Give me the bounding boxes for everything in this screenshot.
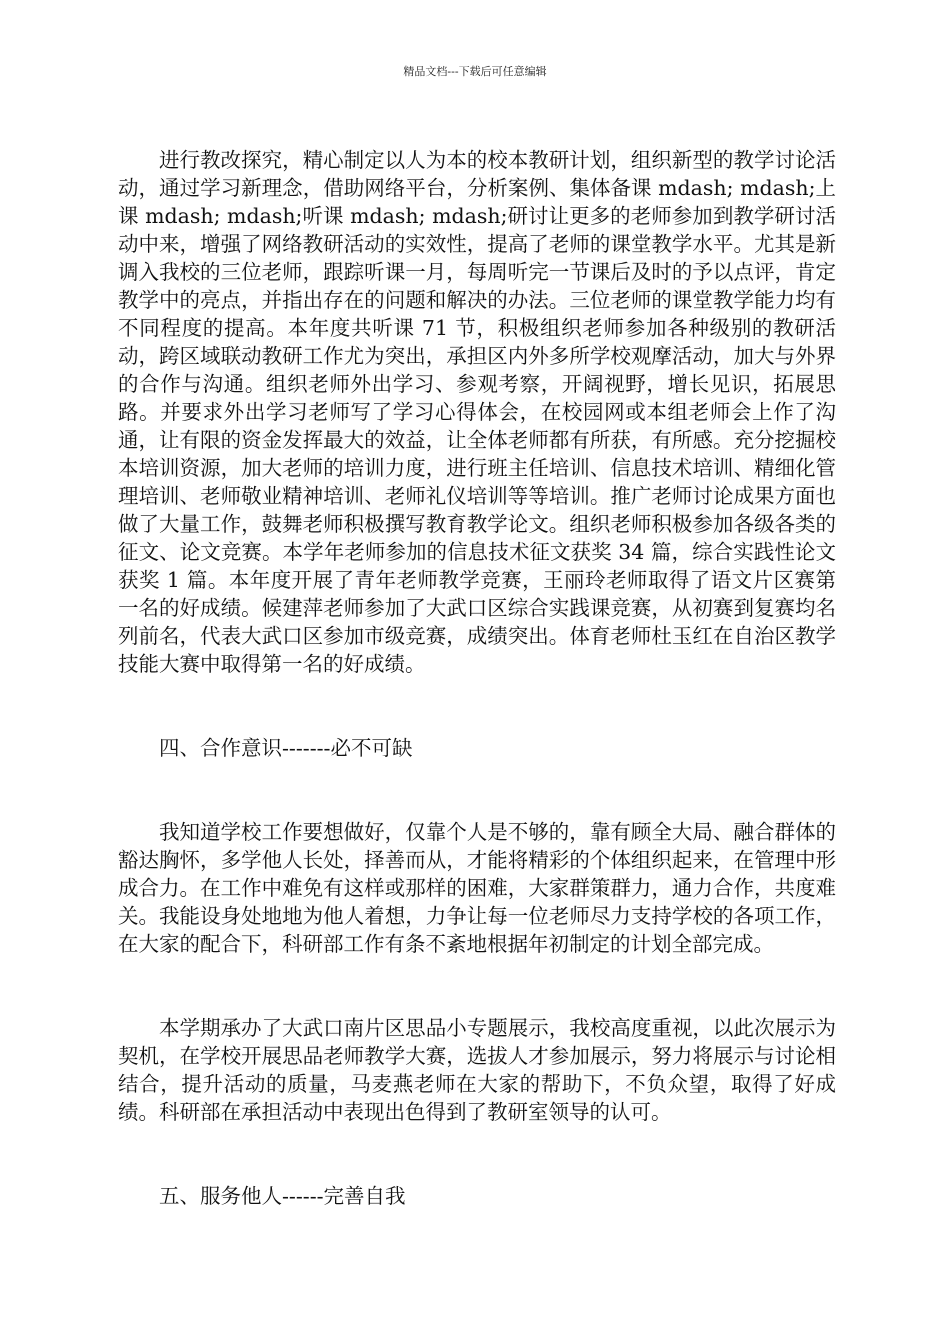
page-header: 精品文档---下载后可任意编辑 [403,65,547,78]
section-heading-cooperation: 四、合作意识-------必不可缺 [159,736,413,760]
document-body [118,146,836,1210]
paragraph-teaching-research: 进行教改探究，精心制定以人为本的校本教研计划，组织新型的教学讨论活动，通过学习新理念，借助网络平台，分析案例、集体备课 mdash; mdash;上课 mdash; mdash;听课 mdash; mdash;研讨让更多的老师参加到教学研讨活动中来，增强了网络教研活动的实效性，提高了老师的课堂教学水平。尤其是新调入我校的三位老师，跟踪听课一月，每周听完一节课后及时的予以点评，肯定教学中的亮点，并指出存在的问题和解决的办法。三位老师的课堂教学能力均有不同程度的提高。本年度共听课 71 节，积极组织老师参加各种级别的教研活动，跨区域联动教研工作尤为突出，承担区内外多所学校观摩活动，加大与外界的合作与沟通。组织老师外出学习、参观考察，开阔视野，增长见识，拓展思路。并要求外出学习老师写了学习心得体会，在校园网或本组老师会上作了沟通，让有限的资金发挥最大的效益，让全体老师都有所获，有所感。充分挖掘校本培训资源，加大老师的培训力度，进行班主任培训、信息技术培训、精细化管理培训、老师敬业精神培训、老师礼仪培训等等培训。推广老师讨论成果方面也做了大量工作，鼓舞老师积极撰写教育教学论文。组织老师积极参加各级各类的征文、论文竞赛。本学年老师参加的信息技术征文获奖 34 篇，综合实践性论文获奖 1 篇。本年度开展了青年老师教学竞赛，王丽玲老师取得了语文片区赛第一名的好成绩。候建萍老师参加了大武口区综合实践课竞赛，从初赛到复赛均名列前名，代表大武口区参加市级竞赛，成绩突出。体育老师杜玉红在自治区教学技能大赛中取得第一名的好成绩。 [118,148,836,676]
paragraph-special-topic-showcase: 本学期承办了大武口南片区思品小专题展示，我校高度重视，以此次展示为契机，在学校开展思品老师教学大赛，选拔人才参加展示，努力将展示与讨论相结合，提升活动的质量，马麦燕老师在大家的帮助下，不负众望，取得了好成绩。科研部在承担活动中表现出色得到了教研室领导的认可。 [118,1016,836,1124]
section-heading-service: 五、服务他人------完善自我 [159,1184,406,1208]
paragraph-cooperation: 我知道学校工作要想做好，仅靠个人是不够的，靠有顾全大局、融合群体的豁达胸怀，多学他人长处，择善而从，才能将精彩的个体组织起来，在管理中形成合力。在工作中难免有这样或那样的困难，大家群策群力，通力合作，共度难关。我能设身处地地为他人着想，力争让每一位老师尽力支持学校的各项工作，在大家的配合下，科研部工作有条不紊地根据年初制定的计划全部完成。 [118,820,836,956]
